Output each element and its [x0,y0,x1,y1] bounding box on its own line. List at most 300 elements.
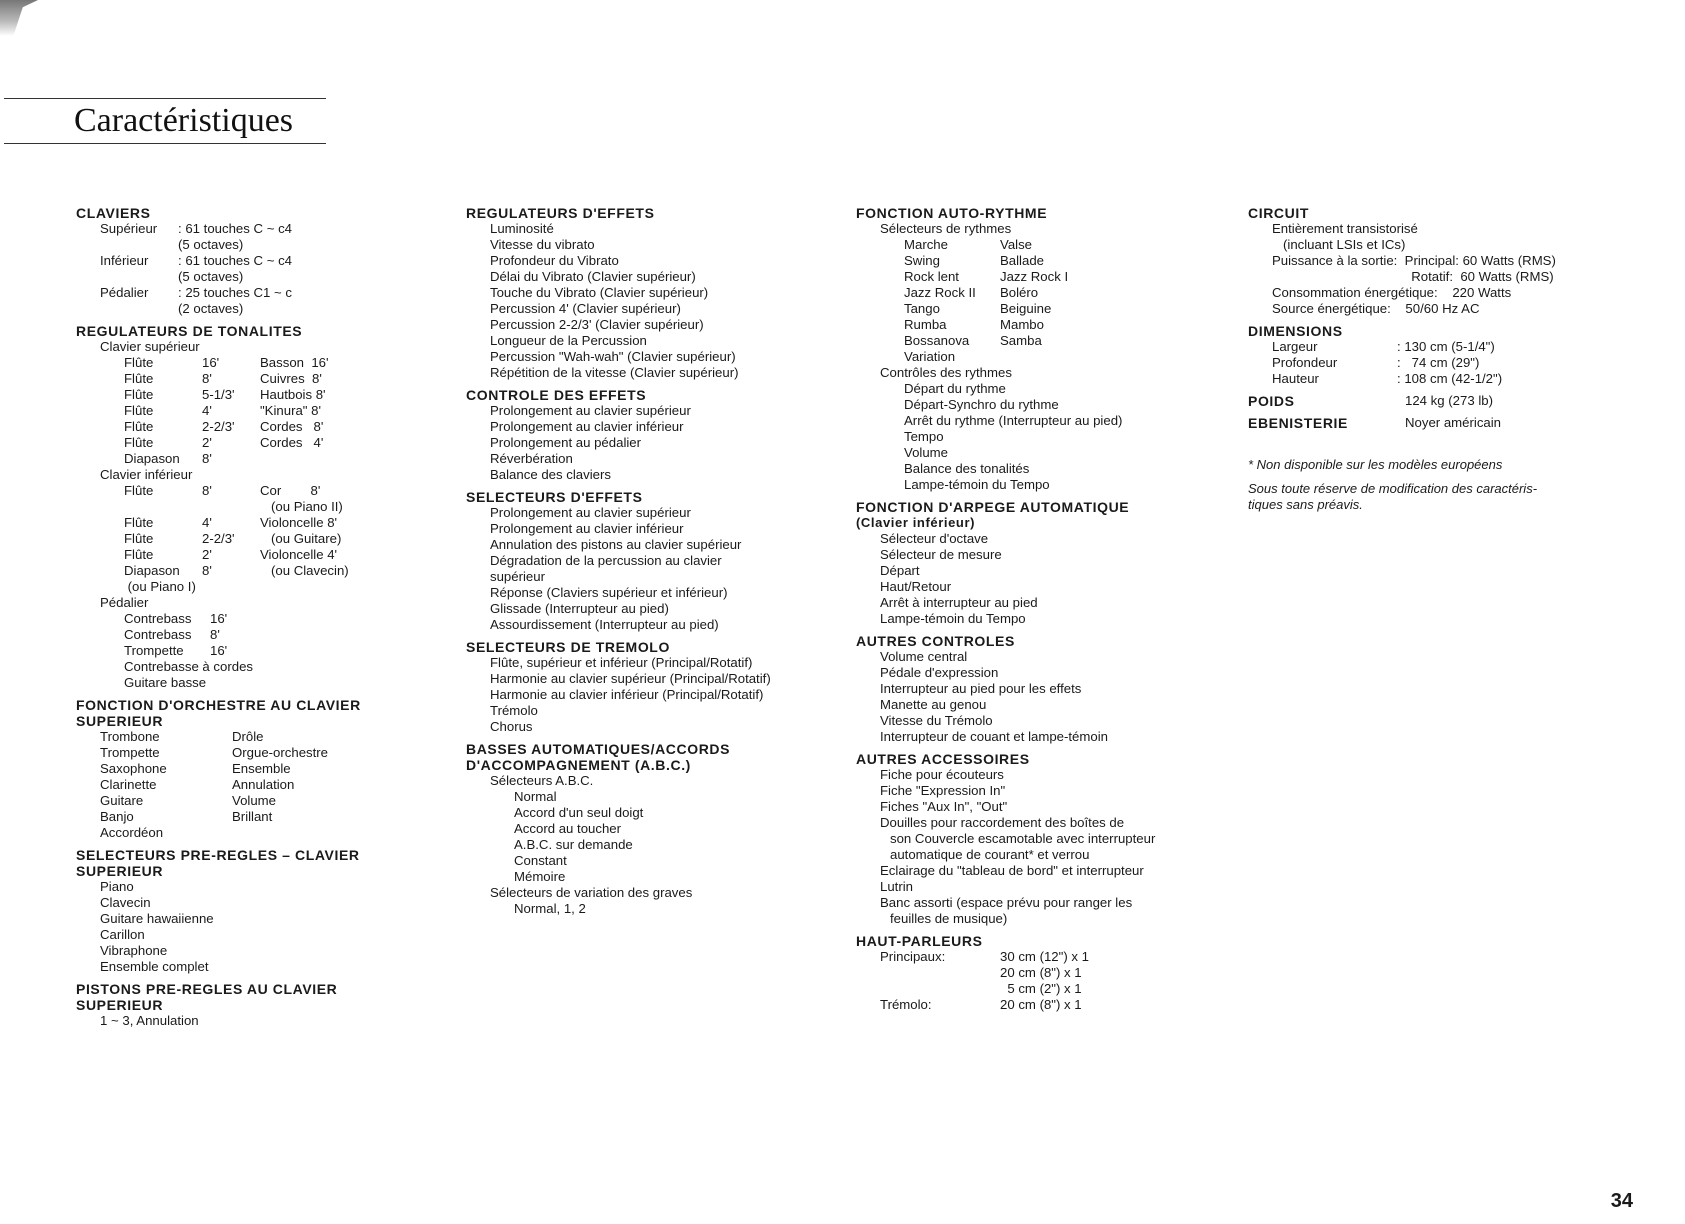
stop-row [76,531,406,547]
list-item: Réponse (Claviers supérieur et inférieur) [490,585,728,600]
list-item: Délai du Vibrato (Clavier supérieur) [490,269,696,284]
stop-pitch: 2-2/3' [202,419,235,434]
pair-right: Boléro [1000,285,1039,300]
stop-row [76,419,406,435]
stop-name-2: Cor 8' [260,483,321,498]
section-preregles [76,847,406,975]
list-item: Fiche pour écouteurs [880,767,1004,782]
arpege-list [856,531,1236,627]
pair-right: 20 cm (8") x 1 [1000,997,1082,1012]
section-subtitle: (Clavier inférieur) [856,515,976,530]
pair-left: Variation [904,349,956,364]
list-item: Carillon [100,927,145,942]
list-item: Percussion 4' (Clavier supérieur) [490,301,681,316]
list-item: Luminosité [490,221,554,236]
stop-name: Flûte [124,371,154,386]
pair-right: 20 cm (8") x 1 [1000,965,1082,980]
circuit-list [1248,221,1668,317]
claviers-row [76,253,406,269]
selecteurs-list [466,505,846,633]
list-item: Vitesse du vibrato [490,237,595,252]
pair-right: Ballade [1000,253,1044,268]
section-auto-rythme [856,205,1236,493]
list-item: Répétition de la vitesse (Clavier supérieur) [490,365,739,380]
disclaimer-line-1: Sous toute réserve de modification des caractéris- [1248,481,1538,496]
scan-corner-mark [0,0,38,36]
section-ebenisterie [1248,415,1668,431]
list-item: Volume central [880,649,968,664]
section-title: SELECTEURS D'EFFETS [466,489,643,505]
section-tonalites [76,323,406,691]
orchestre-rows [76,729,406,841]
section-title: FONCTION D'ARPEGE AUTOMATIQUE [856,499,1130,515]
list-item: Glissade (Interrupteur au pied) [490,601,669,616]
regulateurs-list [466,221,846,381]
subheading: Clavier supérieur [100,339,200,354]
pair-row [76,729,406,745]
pair-left: Trombone [100,729,160,744]
pair-left: Saxophone [100,761,167,776]
pair-row [856,237,1236,253]
stop-name: (ou Piano I) [124,579,196,594]
pair-left: Bossanova [904,333,970,348]
stop-name: Diapason [124,451,180,466]
claviers-key [100,269,178,285]
pair-row [1248,371,1668,387]
section-title: POIDS [1248,393,1295,409]
pair-row [856,317,1236,333]
tonalites-ped-rows [76,611,406,691]
list-item: Puissance à la sortie: Principal: 60 Watts (RMS) [1272,253,1556,268]
claviers-value: (5 octaves) [178,269,244,284]
pair-left: Principaux: [880,949,946,964]
section-arpege [856,499,1236,627]
stop-pitch: 8' [202,563,212,578]
section-title: AUTRES ACCESSOIRES [856,751,1030,767]
rythme-rows [856,237,1236,365]
pair-row [76,777,406,793]
dimensions-rows [1248,339,1668,387]
stop-row [76,547,406,563]
section-title: FONCTION D'ORCHESTRE AU CLAVIER [76,697,361,713]
pair-left: Largeur [1272,339,1318,354]
claviers-value: (2 octaves) [178,301,244,316]
list-item: Arrêt à interrupteur au pied [880,595,1038,610]
list-item: Normal, 1, 2 [514,901,586,916]
pedal-row [76,675,406,691]
column-1 [76,205,406,1035]
section-title: SUPERIEUR [76,863,164,879]
stop-name: Flûte [124,403,154,418]
pistons-list [76,1013,406,1029]
section-orchestre [76,697,406,841]
list-item: Touche du Vibrato (Clavier supérieur) [490,285,709,300]
pair-row [856,981,1236,997]
pair-right: : 74 cm (29") [1397,355,1480,370]
stop-name-2: Cuivres 8' [260,371,322,386]
tonalites-sup-rows [76,355,406,467]
stop-pitch: 8' [202,371,212,386]
column-2 [466,205,846,923]
stop-name: Flûte [124,547,154,562]
stop-row [76,579,406,595]
section-title: CIRCUIT [1248,205,1309,221]
list-item: Constant [514,853,567,868]
list-item: Banc assorti (espace prévu pour ranger les [880,895,1133,910]
section-title: AUTRES CONTROLES [856,633,1015,649]
subheading: Sélecteurs de variation des graves [490,885,693,900]
list-item: Départ-Synchro du rythme [904,397,1059,412]
pair-right: 5 cm (2") x 1 [1000,981,1082,996]
section-pistons [76,981,406,1029]
list-item: Volume [904,445,948,460]
pair-right: 30 cm (12") x 1 [1000,949,1089,964]
pair-row [76,745,406,761]
section-title: PISTONS PRE-REGLES AU CLAVIER [76,981,338,997]
section-title: SELECTEURS PRE-REGLES – CLAVIER [76,847,360,863]
pair-right: Drôle [232,729,264,744]
pair-left: Banjo [100,809,134,824]
list-item: Chorus [490,719,533,734]
pair-left [880,981,1000,997]
pair-right: Ensemble [232,761,291,776]
list-item: Sélecteur de mesure [880,547,1002,562]
section-title: EBENISTERIE [1248,415,1348,431]
section-controle-effets [466,387,846,483]
haut-parleurs-rows [856,949,1236,1013]
section-title: SUPERIEUR [76,997,164,1013]
list-item: Arrêt du rythme (Interrupteur au pied) [904,413,1123,428]
list-item: Vitesse du Trémolo [880,713,993,728]
list-item: Normal [514,789,557,804]
stop-row [76,483,406,499]
list-item: Accord au toucher [514,821,622,836]
list-item: Manette au genou [880,697,987,712]
section-title: REGULATEURS D'EFFETS [466,205,655,221]
list-item: Entièrement transistorisé [1272,221,1418,236]
section-title: CLAVIERS [76,205,151,221]
section-claviers [76,205,406,317]
list-item: Annulation des pistons au clavier supérieur [490,537,742,552]
stop-pitch: 4' [202,515,212,530]
list-item: Lutrin [880,879,913,894]
pedal-pitch: 16' [210,643,228,658]
stop-name: Diapason [124,563,180,578]
pair-row [1248,355,1668,371]
claviers-row [76,221,406,237]
preregles-list [76,879,406,975]
list-item: Eclairage du "tableau de bord" et interrupteur [880,863,1144,878]
stop-name-2: Violoncelle 8' [260,515,338,530]
list-item: Fiches "Aux In", "Out" [880,799,1008,814]
claviers-key: Pédalier [100,285,149,300]
abc-variation-list [466,901,846,917]
pair-row [76,793,406,809]
page-title: Caractéristiques [74,102,294,139]
section-dimensions [1248,323,1668,387]
stop-name-2: Basson 16' [260,355,329,370]
list-item: Harmonie au clavier supérieur (Principal/Rotatif) [490,671,771,686]
section-title: SUPERIEUR [76,713,164,729]
claviers-value: : 25 touches C1 ~ c [178,285,292,300]
stop-name: Flûte [124,355,154,370]
section-title: CONTROLE DES EFFETS [466,387,647,403]
pair-right: : 130 cm (5-1/4") [1397,339,1495,354]
disclaimer-line-2: tiques sans préavis. [1248,497,1363,512]
pair-row [1248,339,1668,355]
section-title: FONCTION AUTO-RYTHME [856,205,1048,221]
section-haut-parleurs [856,933,1236,1013]
section-title: BASSES AUTOMATIQUES/ACCORDS [466,741,731,757]
ebenisterie-value: Noyer américain [1405,415,1502,430]
tonalites-inf-rows [76,483,406,595]
stop-row [76,403,406,419]
stop-name [124,499,202,515]
poids-value: 124 kg (273 lb) [1405,393,1493,408]
list-item: Guitare hawaiienne [100,911,214,926]
list-item: Prolongement au clavier supérieur [490,505,691,520]
stop-row [76,499,406,515]
list-item: Clavecin [100,895,151,910]
section-title: SELECTEURS DE TREMOLO [466,639,670,655]
subheading: Sélecteurs A.B.C. [490,773,594,788]
pedal-stop: Contrebasse à cordes [124,659,254,674]
stop-pitch: 8' [202,483,212,498]
pair-right: Mambo [1000,317,1044,332]
list-item: son Couvercle escamotable avec interrupteur [890,831,1156,846]
stop-name-2: (ou Piano II) [260,499,343,514]
controle-list [466,403,846,483]
stop-name-2: Violoncelle 4' [260,547,338,562]
stop-name: Flûte [124,515,154,530]
list-item: supérieur [490,569,545,584]
abc-list [466,789,846,885]
pair-left: Trompette [100,745,160,760]
pair-right: Samba [1000,333,1042,348]
list-item: Consommation énergétique: 220 Watts [1272,285,1512,300]
stop-name-2: Cordes 8' [260,419,324,434]
section-abc [466,741,846,917]
list-item: Réverbération [490,451,573,466]
pair-row [76,825,406,841]
column-4 [1248,205,1668,513]
list-item: Source énergétique: 50/60 Hz AC [1272,301,1480,316]
pedal-row [76,643,406,659]
section-circuit [1248,205,1668,317]
pair-left: Hauteur [1272,371,1319,386]
list-item: A.B.C. sur demande [514,837,633,852]
pair-right: Annulation [232,777,295,792]
tremolo-list [466,655,846,735]
pair-left: Trémolo: [880,997,932,1012]
pair-left: Rumba [904,317,947,332]
list-item: Prolongement au clavier inférieur [490,419,684,434]
list-item: Prolongement au pédalier [490,435,642,450]
pair-row [856,269,1236,285]
pedal-pitch: 16' [210,611,228,626]
list-item: Balance des tonalités [904,461,1030,476]
list-item: Départ [880,563,920,578]
column-3 [856,205,1236,1019]
pair-right: : 108 cm (42-1/2") [1397,371,1503,386]
subheading: Contrôles des rythmes [880,365,1012,380]
pair-row [856,285,1236,301]
section-title: REGULATEURS DE TONALITES [76,323,303,339]
stop-pitch: 2' [202,435,212,450]
stop-pitch [202,579,260,595]
list-item: (incluant LSIs et ICs) [1272,237,1406,252]
pedal-pitch: 8' [210,627,220,642]
claviers-rows [76,221,406,317]
list-item: Interrupteur de couant et lampe-témoin [880,729,1108,744]
list-item: Vibraphone [100,943,168,958]
section-title: HAUT-PARLEURS [856,933,983,949]
pair-row [856,965,1236,981]
rythme-controls-list [856,381,1236,493]
pedal-stop: Trompette [124,643,184,658]
pedal-stop: Contrebass [124,627,192,642]
pair-left: Clarinette [100,777,157,792]
list-item: Pédale d'expression [880,665,999,680]
list-item: Départ du rythme [904,381,1006,396]
list-item: 1 ~ 3, Annulation [100,1013,199,1028]
stop-name-2: "Kinura" 8' [260,403,321,418]
list-item: Fiche "Expression In" [880,783,1006,798]
stop-name: Flûte [124,531,154,546]
stop-pitch [202,499,260,515]
pair-left: Marche [904,237,948,252]
stop-name: Flûte [124,435,154,450]
claviers-row [76,237,406,253]
stop-row [76,435,406,451]
list-item: Assourdissement (Interrupteur au pied) [490,617,719,632]
pair-row [856,301,1236,317]
pair-left: Rock lent [904,269,959,284]
pair-left: Profondeur [1272,355,1338,370]
list-item: Flûte, supérieur et inférieur (Principal/Rotatif) [490,655,753,670]
pair-row [856,253,1236,269]
claviers-value: : 61 touches C ~ c4 [178,221,292,236]
stop-name: Flûte [124,483,154,498]
list-item: Prolongement au clavier inférieur [490,521,684,536]
list-item: Haut/Retour [880,579,952,594]
pair-row [856,333,1236,349]
claviers-row [76,285,406,301]
title-rule [4,98,326,144]
section-autres-accessoires [856,751,1236,927]
stop-row [76,563,406,579]
accessoires-list [856,767,1236,927]
list-item: Douilles pour raccordement des boîtes de [880,815,1125,830]
stop-pitch: 2-2/3' [202,531,235,546]
list-item: Ensemble complet [100,959,209,974]
stop-pitch: 16' [202,355,220,370]
section-regulateurs-effets [466,205,846,381]
pair-right: Orgue-orchestre [232,745,329,760]
pair-left: Tango [904,301,940,316]
pedal-stop: Contrebass [124,611,192,626]
list-item: Balance des claviers [490,467,611,482]
claviers-key [100,301,178,317]
list-item: Sélecteur d'octave [880,531,989,546]
stop-row [76,515,406,531]
section-selecteurs-effets [466,489,846,633]
pair-left: Swing [904,253,940,268]
list-item: Lampe-témoin du Tempo [904,477,1050,492]
stop-pitch: 5-1/3' [202,387,235,402]
section-title: DIMENSIONS [1248,323,1343,339]
stop-pitch: 8' [202,451,212,466]
section-poids [1248,393,1668,409]
claviers-key: Inférieur [100,253,149,268]
claviers-key [100,237,178,253]
list-item: Profondeur du Vibrato [490,253,619,268]
list-item: feuilles de musique) [890,911,1008,926]
section-autres-controles [856,633,1236,745]
pair-right: Valse [1000,237,1033,252]
stop-name-2: (ou Guitare) [260,531,342,546]
footnote-europe: * Non disponible sur les modèles européens [1248,457,1503,472]
pair-right: Jazz Rock I [1000,269,1069,284]
stop-row [76,355,406,371]
pair-left: Accordéon [100,825,164,840]
pair-right: Volume [232,793,276,808]
list-item: Longueur de la Percussion [490,333,647,348]
pedal-row [76,627,406,643]
list-item: Dégradation de la percussion au clavier [490,553,722,568]
list-item: Harmonie au clavier inférieur (Principal/Rotatif) [490,687,764,702]
pair-row [856,949,1236,965]
section-title: D'ACCOMPAGNEMENT (A.B.C.) [466,757,691,773]
subheading: Sélecteurs de rythmes [880,221,1012,236]
list-item: Piano [100,879,134,894]
pair-right: Beiguine [1000,301,1052,316]
claviers-key: Supérieur [100,221,158,236]
list-item: Percussion 2-2/3' (Clavier supérieur) [490,317,704,332]
stop-name-2: Hautbois 8' [260,387,326,402]
pair-left: Guitare [100,793,144,808]
pair-left: Jazz Rock II [904,285,976,300]
pedal-stop: Guitare basse [124,675,207,690]
subheading: Clavier inférieur [100,467,193,482]
stop-row [76,371,406,387]
stop-row [76,451,406,467]
list-item: Prolongement au clavier supérieur [490,403,691,418]
pair-row [76,809,406,825]
list-item: Accord d'un seul doigt [514,805,644,820]
claviers-value: (5 octaves) [178,237,244,252]
list-item: Lampe-témoin du Tempo [880,611,1026,626]
claviers-row [76,301,406,317]
subheading: Pédalier [100,595,149,610]
list-item: Tempo [904,429,944,444]
list-item: automatique de courant* et verrou [890,847,1090,862]
list-item: Trémolo [490,703,538,718]
list-item: Percussion "Wah-wah" (Clavier supérieur) [490,349,736,364]
pair-row [76,761,406,777]
list-item: Mémoire [514,869,566,884]
stop-pitch: 2' [202,547,212,562]
claviers-value: : 61 touches C ~ c4 [178,253,292,268]
pair-row [856,997,1236,1013]
stop-row [76,387,406,403]
stop-name: Flûte [124,419,154,434]
page-number: 34 [1610,1190,1633,1212]
claviers-row [76,269,406,285]
list-item: Interrupteur au pied pour les effets [880,681,1082,696]
list-item: Rotatif: 60 Watts (RMS) [1272,269,1554,284]
stop-name-2: (ou Clavecin) [260,563,349,578]
